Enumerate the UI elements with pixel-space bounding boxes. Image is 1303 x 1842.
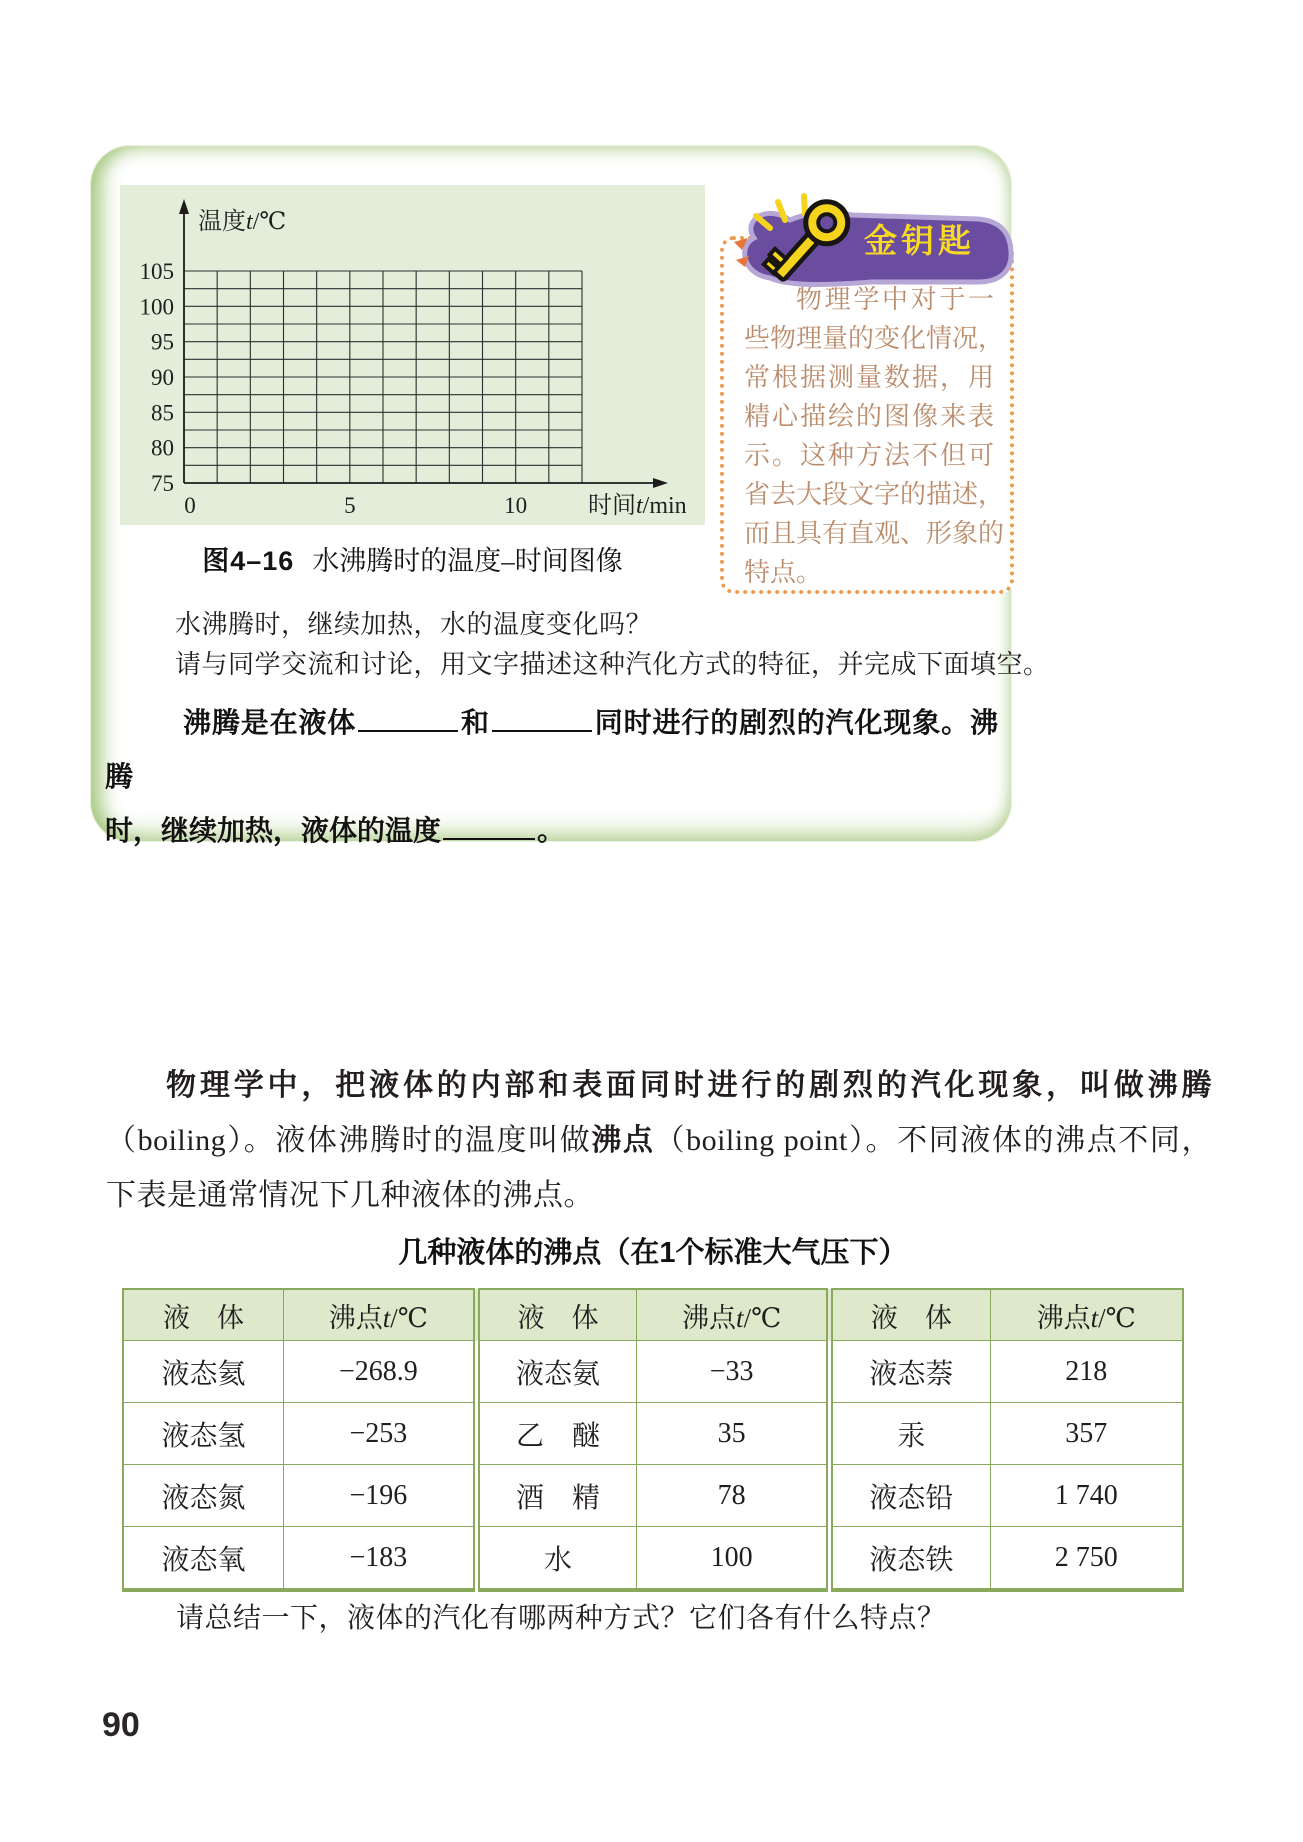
blank-underline	[443, 811, 535, 840]
liquid-cell: 汞	[830, 1403, 990, 1465]
col-header-liquid: 液 体	[123, 1289, 283, 1341]
liquid-cell: 液态氨	[476, 1341, 636, 1403]
paragraph-line-2	[106, 1113, 1212, 1168]
temperature-time-graph	[120, 185, 705, 525]
boiling-point-cell: 357	[990, 1403, 1183, 1465]
fill-text: 和	[460, 707, 490, 738]
boiling-point-cell: −268.9	[283, 1341, 476, 1403]
axes	[179, 199, 668, 488]
table-row	[123, 1403, 1183, 1465]
col-header-boiling-point: 沸点t/℃	[990, 1289, 1183, 1341]
boiling-point-cell: −253	[283, 1403, 476, 1465]
x-tick-label: 5	[344, 493, 356, 518]
liquid-cell: 液态氧	[123, 1527, 283, 1591]
fill-text: 时，继续加热，液体的温度	[105, 815, 442, 846]
x-tick-label: 10	[504, 493, 528, 518]
sidebar-text-line: 示。这种方法不但可	[744, 440, 994, 470]
sidebar-text-line: 而且具有直观、形象的	[744, 518, 1005, 548]
y-tick-label: 80	[151, 435, 174, 461]
fill-blank-line-1	[105, 696, 998, 804]
liquid-cell: 液态萘	[830, 1341, 990, 1403]
boiling-point-cell: 2 750	[990, 1527, 1183, 1591]
y-tick-label: 95	[151, 329, 174, 355]
figure-caption-number: 图4–16	[202, 546, 295, 576]
liquid-cell: 酒 精	[476, 1465, 636, 1527]
paragraph-text: （boiling）。液体沸腾时的温度叫做	[106, 1124, 592, 1157]
y-tick-label: 100	[139, 294, 174, 320]
closing-question: 请总结一下，液体的汽化有哪两种方式？它们各有什么特点？	[176, 1603, 946, 1634]
grid-lines	[184, 271, 582, 483]
paragraph-line-1: 物理学中，把液体的内部和表面同时进行的剧烈的汽化现象，叫做沸腾	[166, 1069, 1212, 1102]
golden-key-banner	[712, 190, 1022, 294]
sidebar-text-line: 物理学中对于一	[796, 284, 994, 314]
fill-blank-paragraph	[105, 696, 998, 858]
sidebar-text-line: 特点。	[744, 557, 823, 587]
boiling-point-cell: 218	[990, 1341, 1183, 1403]
question-line-2: 请与同学交流和讨论，用文字描述这种汽化方式的特征，并完成下面填空。	[175, 650, 1050, 679]
boiling-point-table	[122, 1288, 1184, 1592]
liquid-cell: 液态氮	[123, 1465, 283, 1527]
sidebar-text-line: 常根据测量数据，用	[744, 362, 994, 392]
y-tick-label: 75	[151, 471, 174, 496]
boiling-table-body	[123, 1341, 1183, 1591]
table-row	[123, 1527, 1183, 1591]
x-axis-arrow-icon	[653, 478, 668, 488]
sidebar-text-line: 省去大段文字的描述，	[744, 479, 1005, 509]
boiling-point-cell: 35	[637, 1403, 830, 1465]
boiling-point-cell: 100	[637, 1527, 830, 1591]
col-header-boiling-point: 沸点t/℃	[283, 1289, 476, 1341]
y-axis-label: 温度t/℃	[198, 209, 287, 235]
boiling-point-cell: −33	[637, 1341, 830, 1403]
liquid-cell: 液态氢	[123, 1403, 283, 1465]
banner-label: 金钥匙	[864, 222, 975, 259]
liquid-cell: 液态铁	[830, 1527, 990, 1591]
fill-text: 同时进行的剧烈的汽化现象。沸腾	[105, 707, 998, 792]
paragraph-line-3: 下表是通常情况下几种液体的沸点。	[106, 1179, 594, 1212]
table-title: 几种液体的沸点（在1个标准大气压下）	[398, 1237, 908, 1269]
liquid-cell: 乙 醚	[476, 1403, 636, 1465]
x-axis-label: 时间t/min	[588, 493, 687, 519]
figure-caption-text: 水沸腾时的温度–时间图像	[312, 546, 623, 576]
fill-text: 。	[537, 815, 566, 846]
boiling-point-cell: −196	[283, 1465, 476, 1527]
table-row	[123, 1341, 1183, 1403]
boiling-point-cell: 1 740	[990, 1465, 1183, 1527]
x-tick-label: 0	[184, 493, 196, 518]
fill-text: 沸腾是在液体	[183, 707, 357, 738]
liquid-cell: 液态氦	[123, 1341, 283, 1403]
tick-labels	[140, 259, 528, 518]
fill-blank-line-2	[105, 804, 998, 858]
col-header-liquid: 液 体	[476, 1289, 636, 1341]
boiling-point-cell: −183	[283, 1527, 476, 1591]
question-line-1: 水沸腾时，继续加热，水的温度变化吗？	[175, 610, 653, 639]
bold-term: 沸点	[591, 1124, 655, 1157]
sidebar-text-line: 些物理量的变化情况，	[744, 323, 1005, 353]
y-tick-label: 85	[151, 400, 174, 426]
paragraph-text: （boiling point）。不同液体的沸点不同，	[654, 1124, 1212, 1157]
table-header-row	[123, 1289, 1183, 1341]
blank-underline	[358, 703, 458, 732]
liquid-cell: 水	[476, 1527, 636, 1591]
y-tick-label: 105	[139, 259, 174, 284]
page-number: 90	[102, 1706, 140, 1744]
col-header-liquid: 液 体	[830, 1289, 990, 1341]
figure-caption	[120, 539, 705, 578]
blank-underline	[492, 703, 592, 732]
liquid-cell: 液态铅	[830, 1465, 990, 1527]
col-header-boiling-point: 沸点t/℃	[637, 1289, 830, 1341]
table-row	[123, 1465, 1183, 1527]
main-paragraph	[106, 1058, 1212, 1223]
sidebar-text	[744, 280, 1005, 592]
y-axis-arrow-icon	[179, 199, 189, 214]
boiling-point-cell: 78	[637, 1465, 830, 1527]
sidebar-text-line: 精心描绘的图像来表	[744, 401, 994, 431]
chart-panel	[120, 185, 705, 525]
y-tick-label: 90	[151, 365, 174, 390]
